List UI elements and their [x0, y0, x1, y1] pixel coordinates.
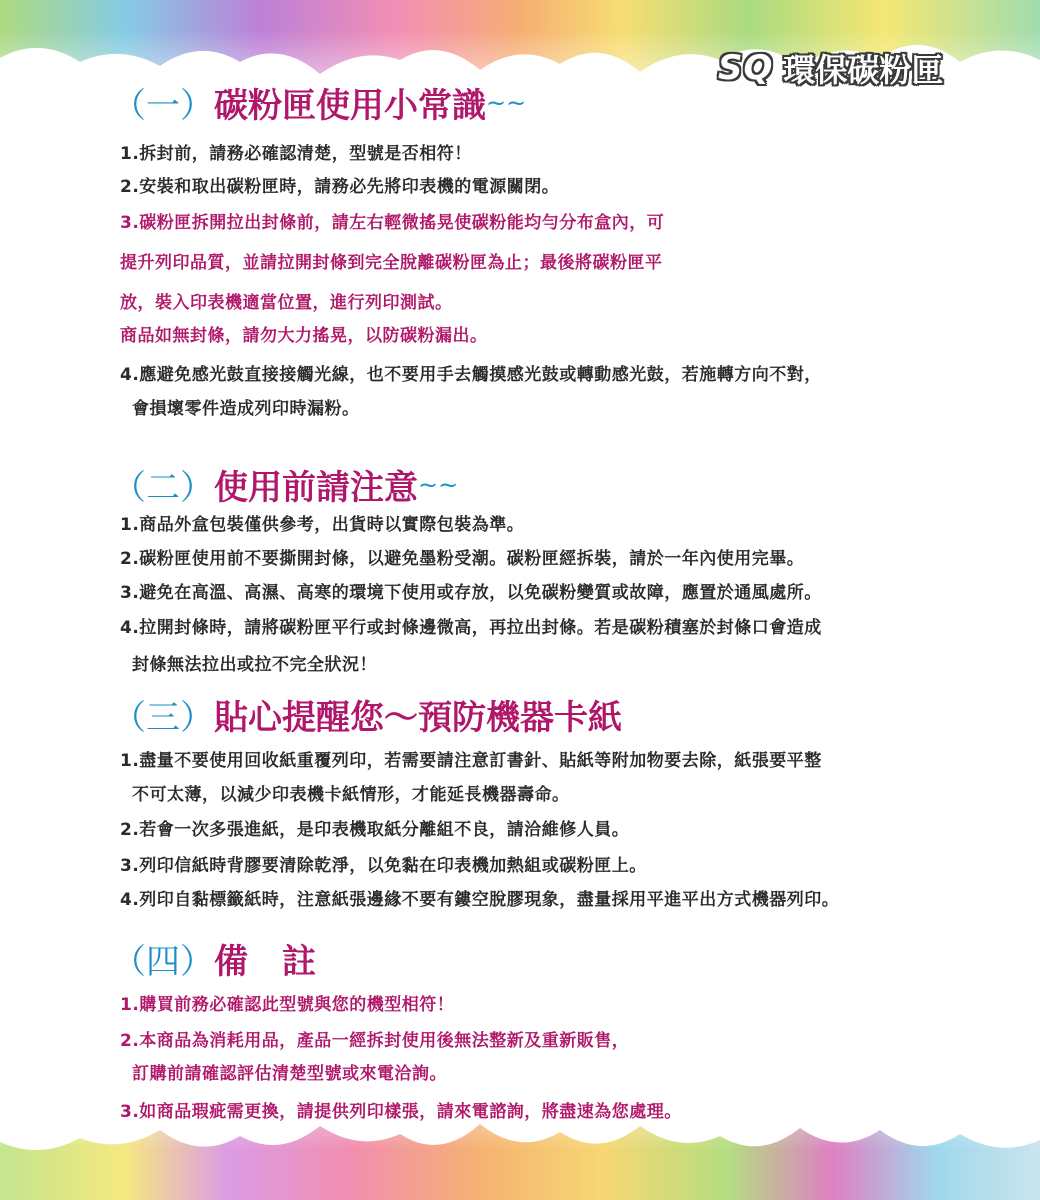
section-title: 備 註	[214, 942, 316, 982]
section-line: 3.碳粉匣拆開拉出封條前，請左右輕微搖晃使碳粉能均勻分布盒內，可	[120, 213, 665, 233]
section-heading	[112, 934, 316, 983]
section-line: 封條無法拉出或拉不完全狀況！	[132, 655, 377, 675]
section-line: 2.碳粉匣使用前不要撕開封條，以避免墨粉受潮。碳粉匣經拆裝，請於一年內使用完畢。	[120, 549, 805, 569]
section-line: 商品如無封條，請勿大力搖晃，以防碳粉漏出。	[120, 326, 488, 346]
section-line: 1.拆封前，請務必確認清楚，型號是否相符！	[120, 144, 472, 164]
section-number: （三）	[112, 698, 214, 738]
section-line: 4.應避免感光鼓直接接觸光線，也不要用手去觸摸感光鼓或轉動感光鼓，若施轉方向不對，	[120, 365, 822, 385]
section-line: 1.購買前務必確認此型號與您的機型相符！	[120, 995, 455, 1015]
section-line: 2.若會一次多張進紙，是印表機取紙分離組不良，請洽維修人員。	[120, 820, 630, 840]
brand-name: 環保碳粉匣	[783, 51, 944, 89]
section-line: 2.安裝和取出碳粉匣時，請務必先將印表機的電源關閉。	[120, 177, 560, 197]
section-line: 3.避免在高溫、高濕、高寒的環境下使用或存放，以免碳粉變質或故障，應置於通風處所。	[120, 583, 822, 603]
section-tilde: ~~	[418, 470, 459, 499]
section-line: 1.盡量不要使用回收紙重覆列印，若需要請注意訂書針、貼紙等附加物要去除，紙張要平整	[120, 751, 822, 771]
section-line: 3.列印信紙時背膠要清除乾淨，以免黏在印表機加熱組或碳粉匣上。	[120, 856, 647, 876]
section-number: （一）	[112, 86, 214, 126]
section-title: 使用前請注意	[214, 468, 418, 508]
section-line: 4.列印自黏標籤紙時，注意紙張邊緣不要有鏤空脫膠現象，盡量採用平進平出方式機器列印。	[120, 890, 840, 910]
section-line: 會損壞零件造成列印時漏粉。	[132, 399, 360, 419]
section-title: 貼心提醒您～預防機器卡紙	[214, 698, 622, 738]
section-line: 放，裝入印表機適當位置，進行列印測試。	[120, 293, 453, 313]
section-line: 提升列印品質，並請拉開封條到完全脫離碳粉匣為止；最後將碳粉匣平	[120, 253, 663, 273]
section-number: （四）	[112, 942, 214, 982]
section-title: 碳粉匣使用小常識	[214, 86, 486, 126]
brand-sq-mark: SQ	[718, 48, 774, 88]
section-heading	[112, 690, 622, 739]
brand-logo	[718, 46, 943, 90]
section-tilde: ~~	[486, 88, 527, 117]
section-line: 1.商品外盒包裝僅供參考，出貨時以實際包裝為準。	[120, 515, 525, 535]
section-heading	[112, 78, 526, 127]
section-line: 3.如商品瑕疵需更換，請提供列印樣張，請來電諮詢，將盡速為您處理。	[120, 1102, 682, 1122]
section-heading	[112, 460, 458, 509]
section-line: 訂購前請確認評估清楚型號或來電洽詢。	[132, 1064, 447, 1084]
section-line: 4.拉開封條時，請將碳粉匣平行或封條邊微高，再拉出封條。若是碳粉積塞於封條口會造成	[120, 618, 822, 638]
section-number: （二）	[112, 468, 214, 508]
section-line: 2.本商品為消耗用品，產品一經拆封使用後無法整新及重新販售，	[120, 1031, 630, 1051]
section-line: 不可太薄，以減少印表機卡紙情形，才能延長機器壽命。	[132, 785, 570, 805]
